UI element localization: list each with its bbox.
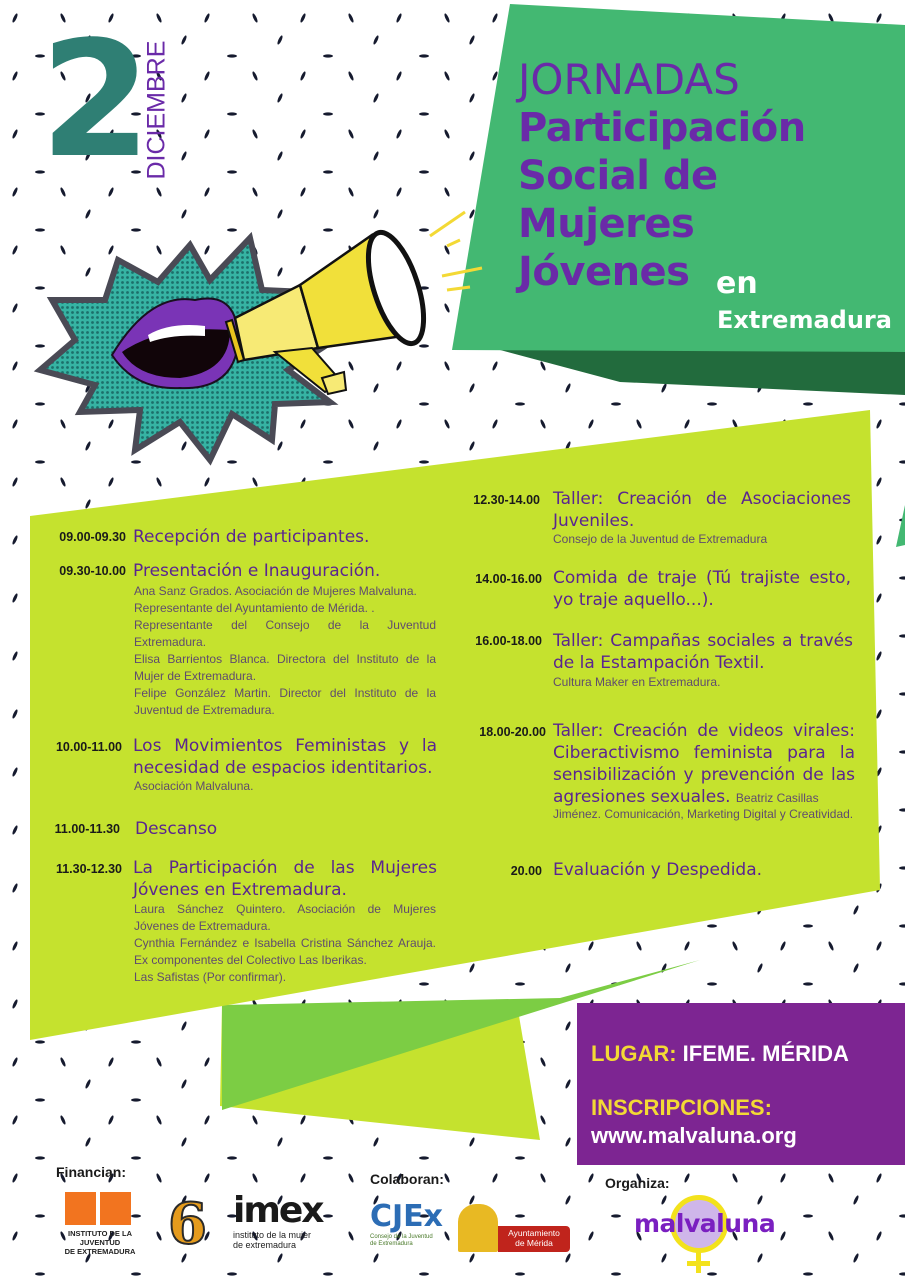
event-time: 09.00-09.30 <box>59 530 126 544</box>
date-day: 2 <box>40 6 148 193</box>
title-line-4: Mujeres <box>518 201 695 247</box>
venue-label: LUGAR: <box>591 1041 677 1066</box>
event-title: La Participación de las Mujeres Jóvenes en Extremadura. <box>133 858 437 900</box>
venue-value: IFEME. MÉRIDA <box>682 1041 849 1066</box>
venue <box>591 1041 849 1067</box>
event-time: 18.00-20.00 <box>479 725 546 739</box>
title-line-2: Participación <box>518 105 806 151</box>
event-time: 11.30-12.30 <box>55 862 122 876</box>
info-box <box>577 1003 905 1165</box>
event-description: Ana Sanz Grados. Asociación de Mujeres Malvaluna. Representante del Ayuntamiento de Mérida. . Representante del Consejo de la Juventud Extremadura. Elisa Barrientos Blanca. Directora del Instituto de la Mujer de Extremadura. Felipe González Martin. Director del Instituto de la Juventud de Extremadura. <box>134 584 436 717</box>
logo-six: 6 <box>168 1191 207 1257</box>
event-title: Recepción de participantes. <box>133 527 370 547</box>
event-description-inline: Beatriz Casillas <box>735 791 819 805</box>
logo-imex: imex instituto de la mujer de extremadura <box>233 1190 323 1250</box>
event-title: Taller: Campañas sociales a través de la Estampación Textil. <box>553 631 853 673</box>
registration-link[interactable]: www.malvaluna.org <box>591 1123 797 1148</box>
event-description: Jiménez. Comunicación, Marketing Digital y Creatividad. <box>553 807 854 821</box>
logo-ayuntamiento-merida: Ayuntamiento de Mérida <box>458 1204 572 1254</box>
event-time: 14.00-16.00 <box>475 572 542 586</box>
arch-icon <box>458 1204 498 1252</box>
title-region: Extremadura <box>717 306 892 334</box>
ijex-square-right <box>100 1192 131 1225</box>
collaborators-label: Colaboran: <box>370 1171 444 1187</box>
title-jornadas: JORNADAS <box>518 55 740 104</box>
ijex-square-left <box>65 1192 96 1225</box>
event-time: 11.00-11.30 <box>54 822 120 836</box>
event-title: Comida de traje (Tú trajiste esto, yo traje aquello...). <box>553 568 851 610</box>
title-line-3: Social de <box>518 153 718 199</box>
event-time: 10.00-11.00 <box>55 740 122 754</box>
event-time: 16.00-18.00 <box>475 634 542 648</box>
event-description: Consejo de la Juventud de Extremadura <box>553 532 768 546</box>
event-description: Laura Sánchez Quintero. Asociación de Mujeres Jóvenes de Extremadura. Cynthia Fernández e Isabella Cristina Sánchez Arauja. Ex componentes del Colectivo Las Iberikas. Las Safistas (Por confirmar). <box>134 902 436 984</box>
event-title: Evaluación y Despedida. <box>553 860 763 880</box>
funders-label: Financian: <box>56 1164 127 1180</box>
logo-cjex: CJEx Consejo de la Juventud de Extremadura <box>370 1199 444 1247</box>
event-time: 09.30-10.00 <box>59 564 126 578</box>
event-title: Presentación e Inauguración. <box>133 561 381 581</box>
event-title <box>518 56 806 296</box>
organizer-label: Organiza: <box>605 1175 670 1191</box>
event-description: Cultura Maker en Extremadura. <box>553 675 721 689</box>
title-en: en <box>716 266 758 301</box>
logo-malvaluna: malvaluna <box>630 1195 780 1275</box>
title-line-5: Jóvenes <box>518 249 690 295</box>
event-title: Taller: Creación de videos virales: Ciberactivismo feminista para la sensibilización y prevención de las agresiones sexuales. Beatriz Casillas <box>553 721 855 807</box>
event-description: Asociación Malvaluna. <box>134 779 254 793</box>
logo-instituto-juventud: INSTITUTO DE LA JUVENTUD DE EXTREMADURA <box>55 1190 145 1252</box>
event-time: 12.30-14.00 <box>473 493 540 507</box>
event-title: Taller: Creación de Asociaciones Juveniles. <box>553 489 851 531</box>
event-time: 20.00 <box>510 864 542 878</box>
event-title: Descanso <box>135 819 218 839</box>
registration-label: INSCRIPCIONES: <box>591 1095 772 1120</box>
event-title: Los Movimientos Feministas y la necesidad de espacios identitarios. <box>133 736 437 778</box>
date-month: DICIEMBRE <box>142 40 171 180</box>
